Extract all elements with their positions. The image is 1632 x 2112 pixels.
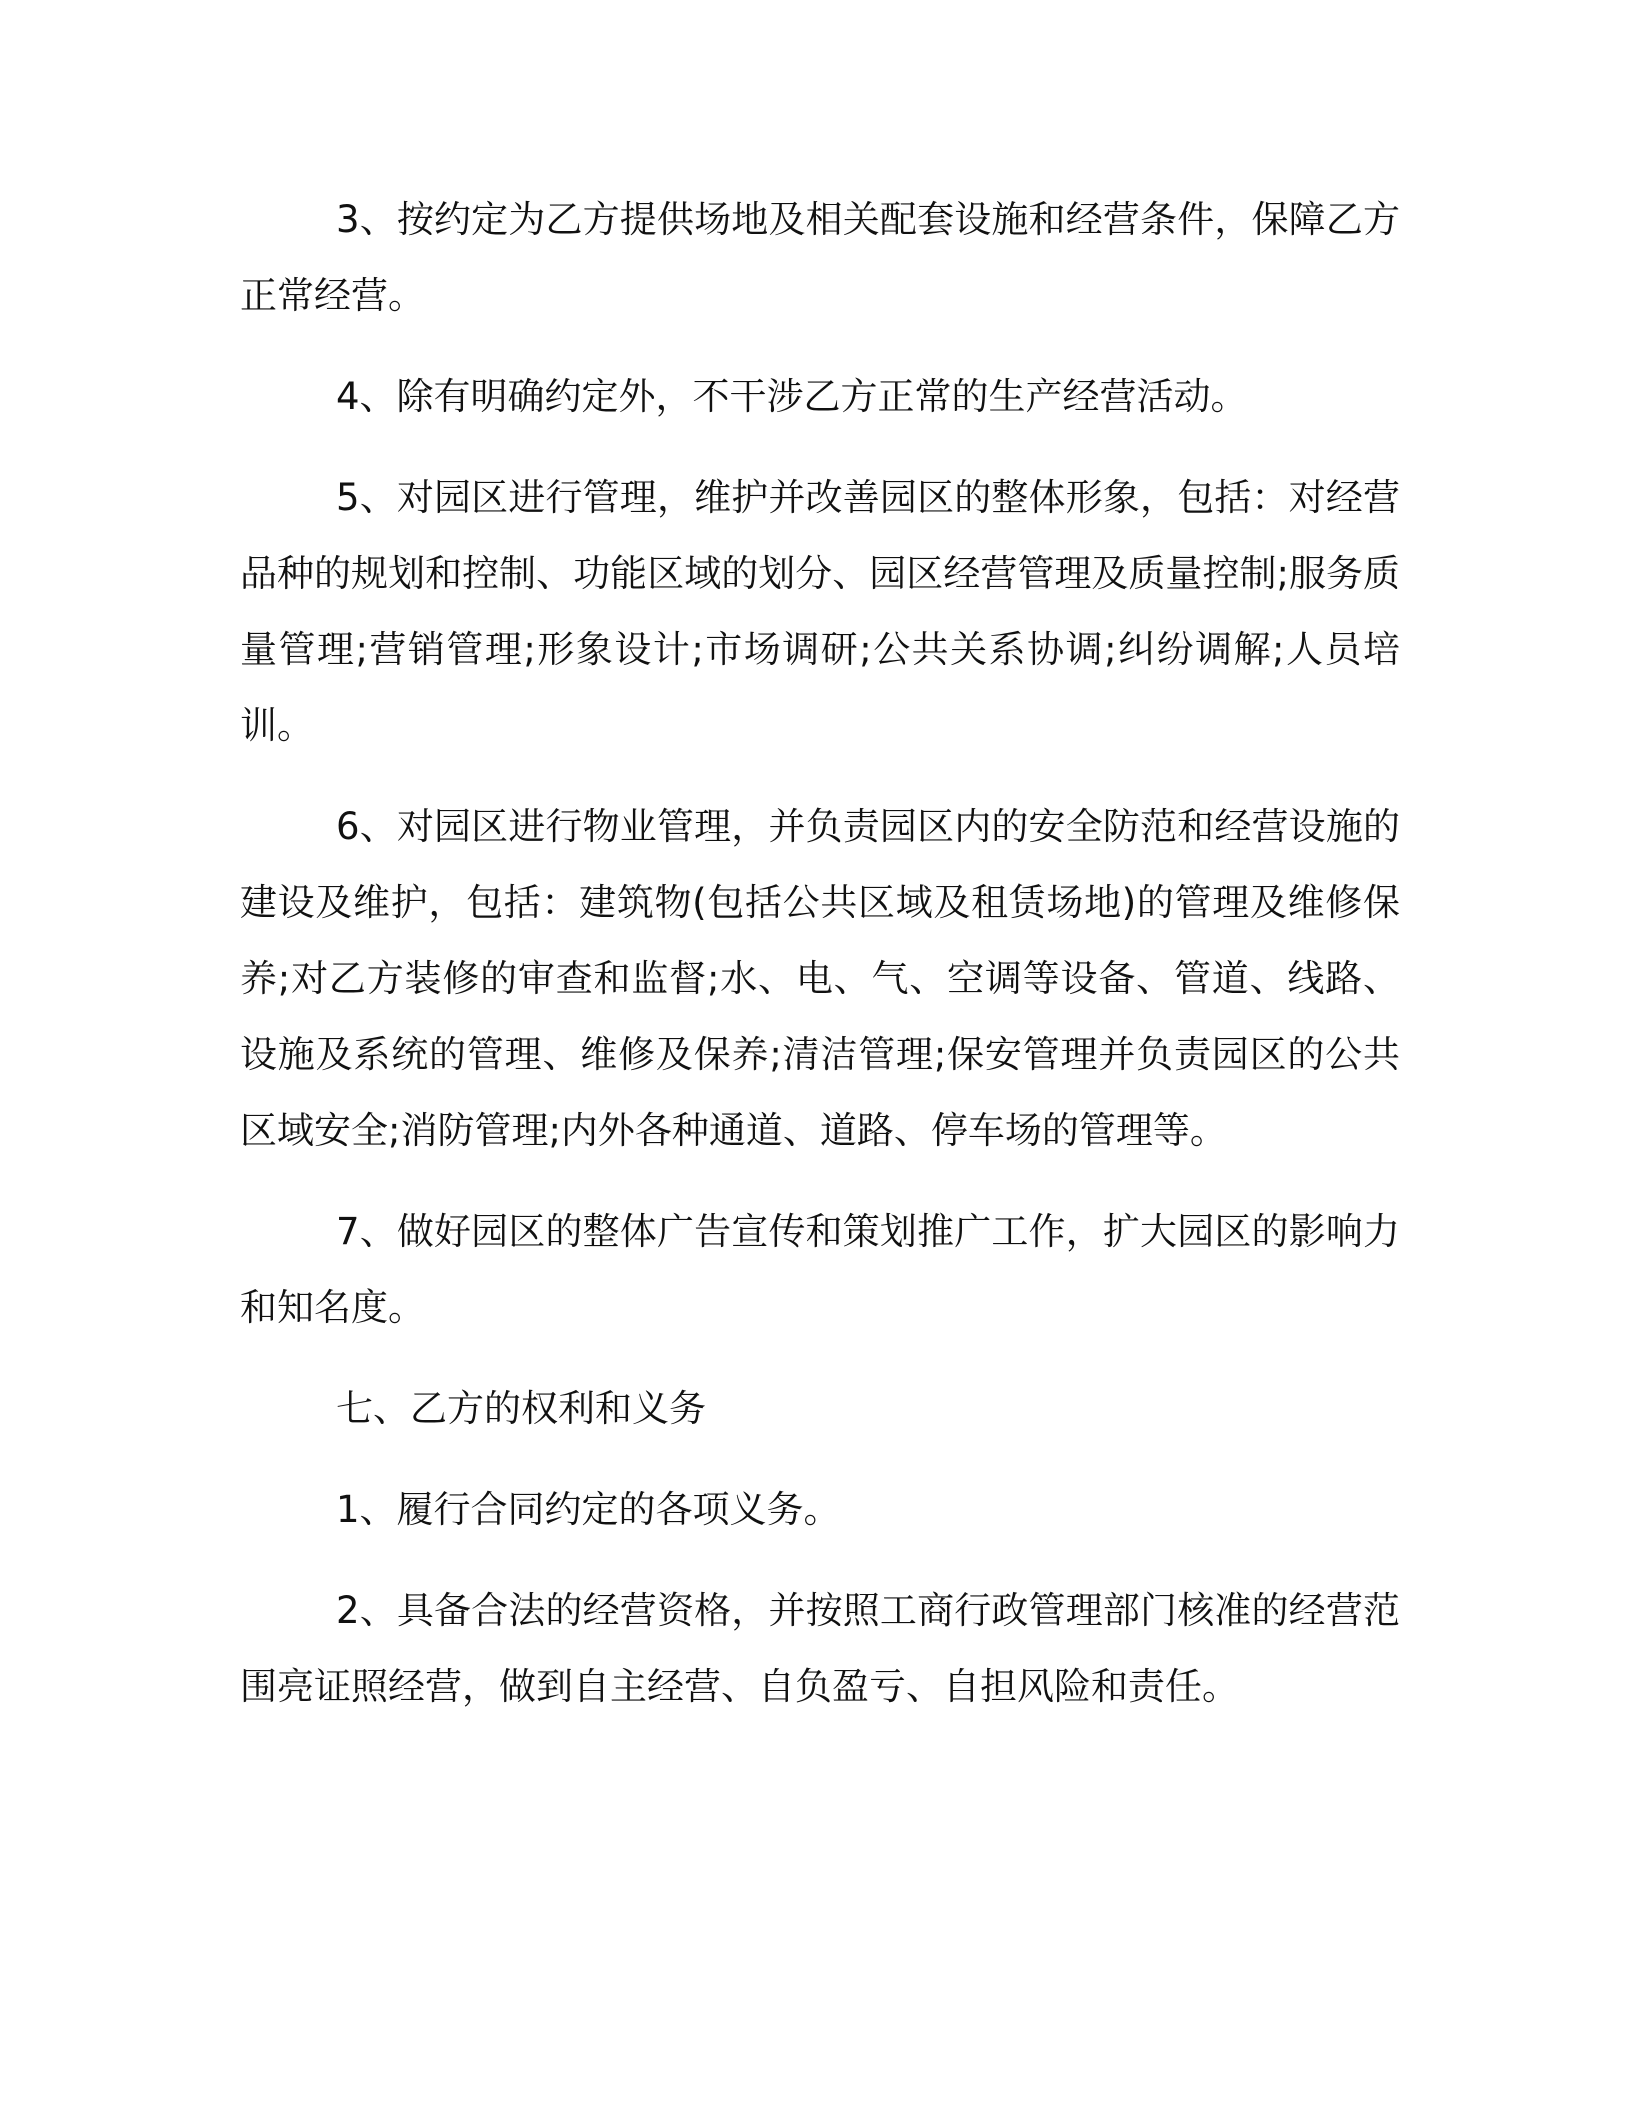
- paragraph-item-3: 3、按约定为乙方提供场地及相关配套设施和经营条件，保障乙方正常经营。: [240, 198, 1400, 317]
- document-body: [240, 182, 1400, 1750]
- paragraph-item-5: 5、对园区进行管理，维护并改善园区的整体形象，包括：对经营品种的规划和控制、功能区域的划分、园区经营管理及质量控制;服务质量管理;营销管理;形象设计;市场调研;公共关系协调;纠纷调解;人员培训。: [240, 476, 1400, 747]
- paragraph-b-item-2: 2、具备合法的经营资格，并按照工商行政管理部门核准的经营范围亮证照经营，做到自主经营、自负盈亏、自担风险和责任。: [240, 1589, 1400, 1708]
- paragraph-b-item-1: 1、履行合同约定的各项义务。: [336, 1488, 841, 1531]
- section-heading: 七、乙方的权利和义务: [336, 1387, 706, 1430]
- paragraph-item-6: 6、对园区进行物业管理，并负责园区内的安全防范和经营设施的建设及维护，包括：建筑物(包括公共区域及租赁场地)的管理及维修保养;对乙方装修的审查和监督;水、电、气、空调等设备、管道、线路、设施及系统的管理、维修及保养;清洁管理;保安管理并负责园区的公共区域安全;消防管理;内外各种通道、道路、停车场的管理等。: [240, 805, 1400, 1152]
- paragraph-item-4: 4、除有明确约定外，不干涉乙方正常的生产经营活动。: [336, 375, 1248, 418]
- paragraph-item-7: 7、做好园区的整体广告宣传和策划推广工作，扩大园区的影响力和知名度。: [240, 1210, 1400, 1329]
